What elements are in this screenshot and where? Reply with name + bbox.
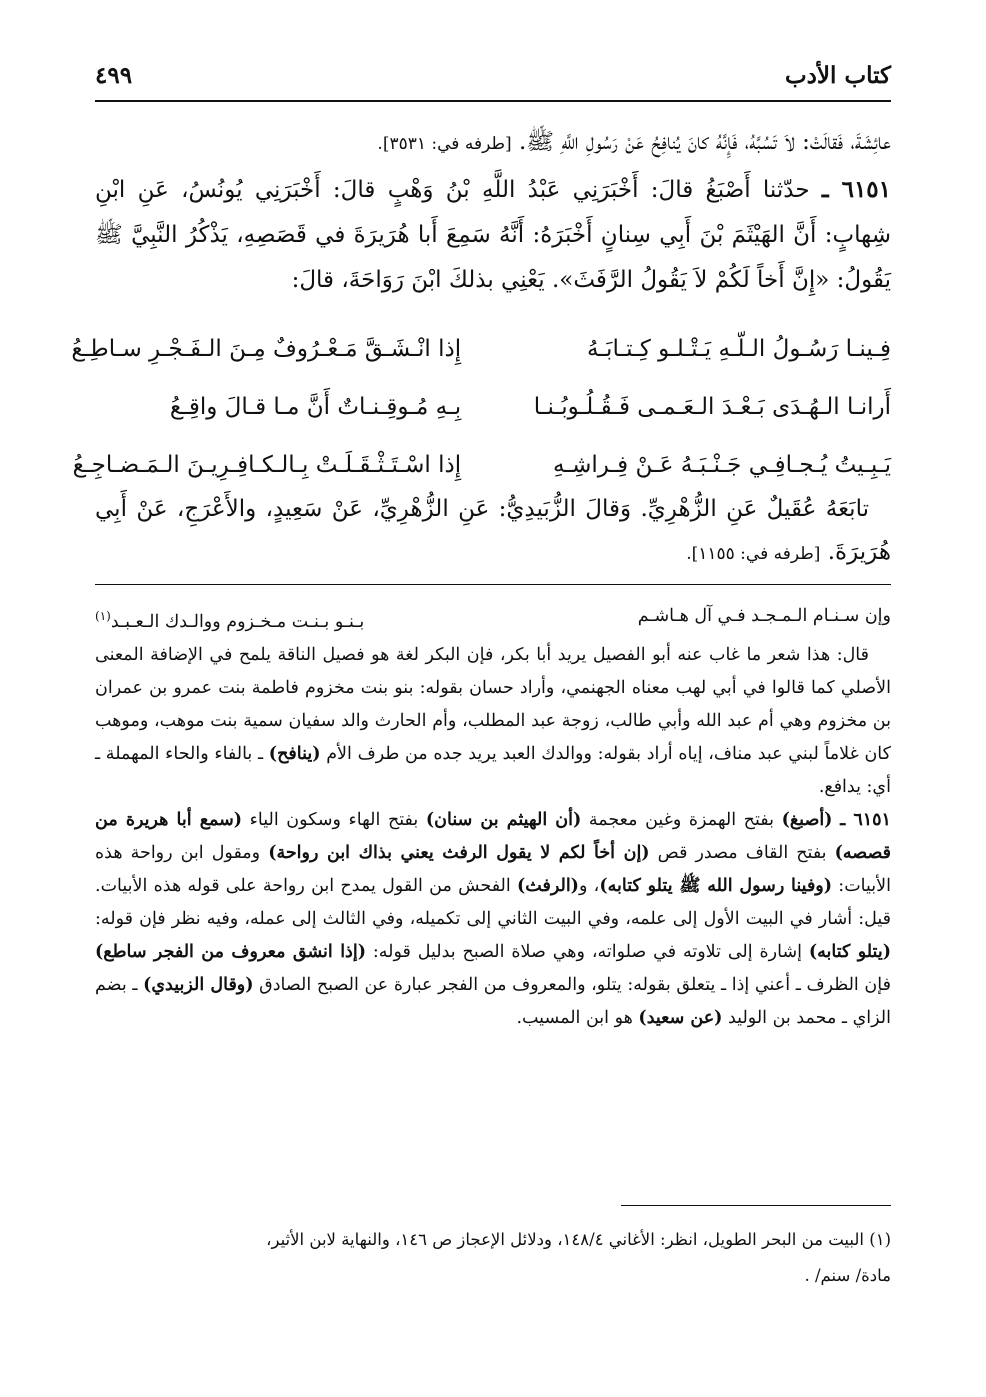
- header-rule: [95, 100, 891, 102]
- poem-verse: [72, 436, 891, 494]
- book-title: كتاب الأدب: [785, 62, 891, 89]
- verse-second-hemistich: إِذا اسْـتَـثْـقَـلَـتْ بِـالـكـافِـرِيـنَ الـمَـضـاجِـعُ: [72, 452, 462, 478]
- verse-second-hemistich: بـنـو بـنـت مـخـزوم ووالـدك الـعـبـد$^{(١)}$: [95, 609, 365, 632]
- verse-second-hemistich: بِـهِ مُـوقِـنـاتٌ أَنَّ مـا قـالَ واقِـعُ: [169, 394, 462, 420]
- footnote-line: مادة/ سنم/ .: [804, 1266, 891, 1285]
- commentary: [95, 600, 891, 1035]
- hadith-ending: تابَعَهُ عُقَيلٌ عَنِ الزُّهْرِيِّ. وَقالَ الزُّبَيدِيُّ: عَنِ الزُّهْرِيِّ، عَنْ سَعِيدٍ، والأَعْرَجِ، عَنْ أَبِي هُرَيرَةَ. [طرفه في: ١١٥٥].: [95, 496, 891, 565]
- hadith-number: ٦١٥١ ـ: [821, 176, 892, 203]
- verse-first-hemistich: وإن سـنـام الـمـجـد فـي آل هـاشـم: [637, 606, 891, 626]
- hadith-paragraph: ٦١٥١ ـ حدّثنا أَصْبَغُ قالَ: أَخْبَرَنِي عَبْدُ اللَّهِ بْنُ وَهْبٍ قالَ: أَخْبَرَنِي يُونُسُ، عَنِ ابْنِ شِهابٍ: أَنَّ الهَيْثَمَ بْنَ أَبِي سِنانٍ أَخْبَرَهُ: أَنَّهُ سَمِعَ أَبا هُرَيرَةَ في قَصَصِهِ، يَذْكُرُ النَّبِيَّ ﷺ يَقُولُ: «إِنَّ أَخاً لَكُمْ لاَ يَقُولُ الرَّفَثَ». يَعْنِي بذلكَ ابْنَ رَوَاحَةَ، قالَ:: [95, 176, 892, 293]
- footnote: [95, 1222, 891, 1294]
- cross-reference: [طرفه في: ١١٥٥].: [686, 544, 821, 564]
- footnote-marker: (١): [95, 609, 111, 623]
- verse-first-hemistich: يَـبِـيتُ يُـجـافِـي جَـنْـبَـهُ عَـنْ فِـراشِـهِ: [553, 452, 891, 478]
- section-separator: [95, 584, 891, 585]
- verse-first-hemistich: فِـينـا رَسُـولُ الـلّـهِ يَـتْـلـو كِـتـابَـهُ: [586, 336, 891, 362]
- footnote-line: (١) البيت من البحر الطويل، انظر: الأغاني ١٤٨/٤، ودلائل الإعجاز ص ١٤٦، والنهاية لابن الأثير،: [266, 1230, 891, 1249]
- poem: [71, 320, 891, 494]
- footnote-separator: [621, 1205, 891, 1206]
- hadith-text: [95, 120, 891, 303]
- cross-reference: [طرفه في: ٣٥٣١].: [377, 134, 512, 154]
- commentary-paragraph: ٦١٥١ ـ (أصبغ) بفتح الهمزة وغين معجمة (أن الهيثم بن سنان) بفتح الهاء وسكون الياء (سمع أبا هريرة من قصصه) بفتح القاف مصدر قص (إن أخاً لكم لا يقول الرفث يعني بذاك ابن رواحة) ومقول ابن رواحة هذه الأبيات: (وفينا رسول الله ﷺ يتلو كتابه)، و(الرفث) الفحش من القول يمدح ابن رواحة على قوله هذه الأبيات. قيل: أشار في البيت الأول إلى علمه، وفي البيت الثاني إلى تكميله، وفي الثالث إلى عمله، وفيه نظر فإن قوله: (يتلو كتابه) إشارة إلى تلاوته في صلواته، وهي صلاة الصبح بدليل قوله: (إذا انشق معروف من الفجر ساطع) فإن الظرف ـ أعني إذا ـ يتعلق بقوله: يتلو، والمعروف من الفجر عبارة عن الصبح الصادق (وقال الزبيدي) ـ بضم الزاي ـ محمد بن الوليد (عن سعيد) هو ابن المسيب.: [95, 809, 891, 1028]
- page-number: ٤٩٩: [95, 62, 133, 89]
- verse-second-hemistich: إِذا انْـشَـقَّ مَـعْـرُوفٌ مِـنَ الـفَـجْـرِ سـاطِـعُ: [71, 336, 462, 362]
- page-header: [95, 62, 891, 92]
- poem-verse: [95, 378, 891, 436]
- hadith-line: عائِشَةَ، فَقالَتْ: لاَ تَسُبَّهُ، فَإِنَّهُ كانَ يُنافِحُ عَنْ رَسُولِ اللَّهِ ﷺ. [طرفه في: ٣٥٣١].: [377, 129, 891, 155]
- commentary-verse: [95, 600, 891, 639]
- poem-verse: [71, 320, 891, 378]
- verse-first-hemistich: أَرانـا الـهُـدَى بَـعْـدَ الـعَـمـى فَـقُـلُـوبُـنـا: [533, 394, 891, 420]
- commentary-paragraph: قال: هذا شعر ما غاب عنه أبو الفصيل يريد أبا بكر، فإن البكر لغة هو فصيل الناقة يلمح في الإضافة المعنى الأصلي كما قالوا في أبي لهب معناه الجهنمي، وأراد حسان بقوله: بنو بنت مخزوم فاطمة بنت عمرو بن عمران بن مخزوم وهي أم عبد الله وأبي طالب، زوجة عبد المطلب، وأم الحارث والد سفيان سمية بنت موهب، وموهب كان غلاماً لبني عبد مناف، إياه أراد بقوله: ووالدك العبد يريد جده من طرف الأم (ينافح) ـ بالفاء والحاء المهملة ـ أي: يدافع.: [95, 644, 891, 797]
